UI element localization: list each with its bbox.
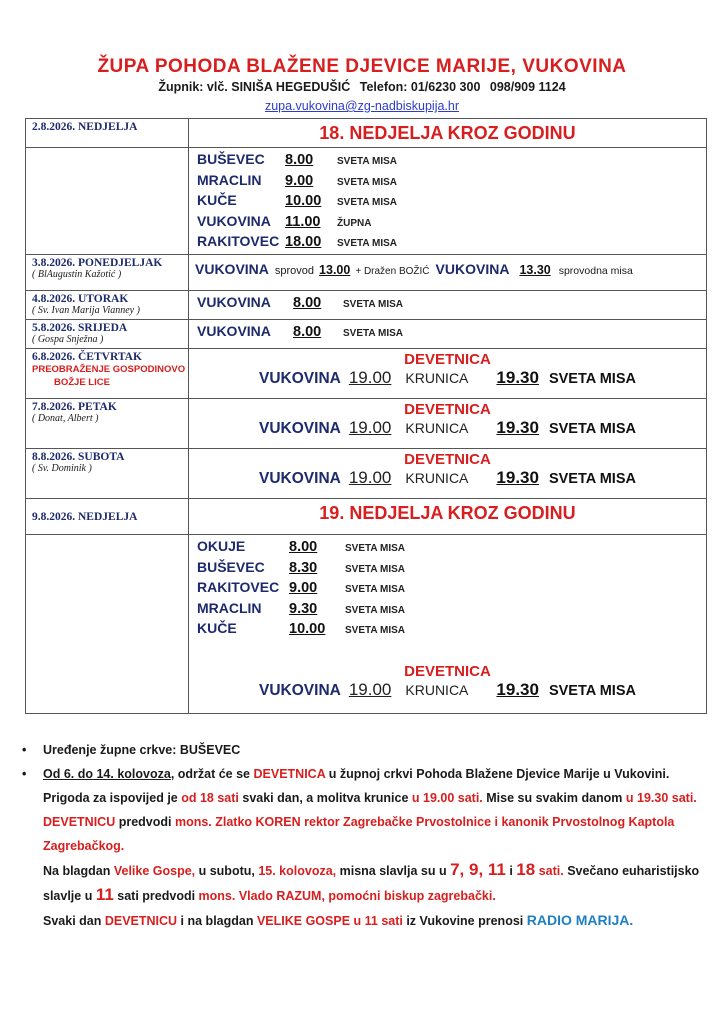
mass-label: SVETA MISA	[548, 421, 636, 437]
mass-time: 8.30	[289, 559, 318, 576]
day-date: 8.8.2026. SUBOTA	[32, 451, 125, 463]
novena-place: VUKOVINA	[259, 420, 341, 437]
text-red: Velike Gospe,	[113, 864, 196, 878]
monday-line	[189, 255, 707, 291]
mass-place: OKUJE	[197, 538, 246, 554]
email-link[interactable]: zupa.vukovina@zg-nadbiskupija.hr	[264, 99, 460, 113]
mass-place: BUŠEVEC	[197, 558, 265, 575]
mass-times: 18	[516, 860, 536, 879]
assumption-note	[22, 858, 712, 908]
text: u župnoj crkvi Pohoda Blažene Djevice Marije u Vukovini. Prigoda za ispovijed je	[43, 767, 670, 805]
radio-name: RADIO MARIJA.	[526, 912, 634, 928]
text: svaki dan, a molitva krunice	[238, 791, 412, 805]
rosary-label: KRUNICA	[405, 681, 469, 698]
mass-time: 8.00	[285, 152, 314, 168]
rosary-time: 19.00	[348, 679, 392, 699]
mass-label: SVETA MISA	[548, 371, 636, 387]
mass-place: RAKITOVEC	[197, 579, 280, 595]
novena-row	[189, 368, 706, 388]
mobile-number: 098/909 1124	[489, 80, 566, 94]
novena-label: DEVETNICA	[404, 401, 491, 418]
mass-place: VUKOVINA	[197, 212, 271, 229]
date-cell	[26, 119, 189, 148]
announcement-item	[22, 738, 712, 762]
date-cell	[26, 449, 189, 499]
mass-label: SVETA MISA	[337, 197, 398, 208]
contact-line	[0, 80, 724, 94]
novena-cell	[189, 399, 707, 449]
saint-name: ( Sv. Dominik )	[32, 463, 92, 474]
text-red: u 11 sati	[350, 914, 403, 928]
mass-time: 9.30	[289, 600, 318, 617]
bullet-icon: •	[22, 743, 27, 757]
place: VUKOVINA	[435, 261, 510, 277]
mass-label: SVETA MISA	[337, 156, 398, 167]
date-cell	[26, 320, 189, 349]
mass-cell	[189, 291, 707, 320]
day-date: 5.8.2026. SRIJEDA	[32, 322, 128, 334]
bullet-icon: •	[22, 767, 27, 781]
announcements	[22, 738, 712, 933]
text-red: mons. Vlado RAZUM, pomoćni biskup zagrebački.	[198, 889, 496, 903]
mass-label: ŽUPNA	[337, 217, 372, 229]
feast-name: PREOBRAŽENJE GOSPODINOVO	[32, 364, 186, 375]
mass-row	[189, 320, 706, 344]
radio-note	[22, 908, 712, 933]
date-cell	[26, 399, 189, 449]
novena-place: VUKOVINA	[259, 681, 341, 699]
mass-time: 10.00	[285, 193, 322, 209]
text-red: sati.	[535, 864, 564, 878]
text: Na blagdan	[43, 864, 114, 878]
mass-row	[189, 213, 706, 234]
date-cell	[26, 499, 189, 535]
mass-time: 10.00	[289, 621, 326, 637]
mass-row	[189, 172, 706, 193]
deceased-name: + Dražen BOŽIĆ	[355, 266, 430, 277]
saint-name: ( Sv. Ivan Marija Vianney )	[32, 305, 140, 316]
mass-row	[189, 538, 706, 559]
novena-cell	[189, 349, 707, 399]
mass-row	[189, 291, 706, 315]
sunday-title: 18. NEDJELJA KROZ GODINU	[319, 123, 576, 143]
text: Svečano euharistijsko slavlje u	[43, 864, 700, 903]
novena-place: VUKOVINA	[259, 370, 341, 387]
mass-time: 8.00	[289, 539, 318, 555]
novena-note	[22, 762, 712, 858]
text-red: DEVETNICU	[104, 914, 178, 928]
rosary-time: 19.00	[348, 368, 392, 387]
empty-cell	[26, 148, 189, 255]
rosary-time: 19.00	[348, 468, 392, 487]
text-red: 15. kolovoza,	[258, 864, 337, 878]
date-cell	[26, 255, 189, 291]
text: iz Vukovine prenosi	[402, 914, 527, 928]
saint-name: ( Gospa Snježna )	[32, 334, 104, 345]
text-red: DEVETNICU	[43, 815, 116, 829]
date-cell	[26, 349, 189, 399]
text: i na blagdan	[177, 914, 257, 928]
day-date: 2.8.2026. NEDJELJA	[32, 121, 138, 133]
mass-place: MRACLIN	[197, 599, 262, 616]
mass-time: 19.30	[496, 679, 539, 699]
parish-title: ŽUPA POHODA BLAŽENE DJEVICE MARIJE, VUKOVINA	[97, 56, 627, 77]
text: misna slavlja su u	[336, 864, 451, 878]
mass-place: VUKOVINA	[197, 294, 271, 310]
time: 13.30	[519, 263, 551, 277]
mass-times: 11	[95, 885, 114, 904]
funeral-text: sprovod	[274, 265, 315, 277]
saint-name: ( BlAugustin Kažotić )	[32, 269, 122, 280]
mass-place: VUKOVINA	[197, 323, 271, 339]
text: Svaki dan	[43, 914, 105, 928]
funeral-mass-text: sprovodna misa	[558, 265, 633, 277]
rosary-label: KRUNICA	[405, 470, 469, 486]
church-cleaning-note: Uređenje župne crkve: BUŠEVEC	[43, 743, 241, 757]
novena-label: DEVETNICA	[404, 662, 491, 680]
text-red: u 19.00 sati.	[411, 791, 483, 805]
day-date: 6.8.2026. ČETVRTAK	[32, 351, 142, 363]
mass-label: SVETA MISA	[345, 543, 406, 554]
text: sati predvodi	[113, 889, 199, 903]
mass-time: 11.00	[285, 213, 321, 230]
mass-row	[189, 579, 706, 600]
sunday-title: 19. NEDJELJA KROZ GODINU	[319, 503, 576, 523]
novena-label: DEVETNICA	[404, 351, 491, 368]
mass-cell	[189, 320, 707, 349]
mass-label: SVETA MISA	[345, 604, 406, 616]
mass-row	[189, 151, 706, 172]
pastor-name: Župnik: vlč. SINIŠA HEGEDUŠIĆ	[158, 80, 351, 94]
mass-row	[189, 559, 706, 580]
novena-row	[189, 418, 706, 438]
day-date: 7.8.2026. PETAK	[32, 401, 117, 413]
text: i	[505, 864, 517, 878]
phone-number: Telefon: 01/6230 300	[359, 80, 481, 94]
mass-time: 19.30	[496, 368, 539, 387]
mass-label: SVETA MISA	[343, 328, 404, 339]
novena-row	[189, 680, 706, 700]
saint-name: ( Donat, Albert )	[32, 413, 99, 424]
mass-label: SVETA MISA	[343, 299, 404, 310]
text: , održat će se	[170, 767, 254, 781]
mass-time: 8.00	[293, 324, 322, 340]
text-red: u 19.30 sati.	[625, 791, 697, 805]
schedule-table	[25, 118, 707, 714]
mass-label: SVETA MISA	[345, 625, 406, 636]
date-cell	[26, 291, 189, 320]
mass-times: 7, 9, 11	[450, 860, 506, 879]
announcement-item	[22, 762, 712, 933]
mass-place: KUČE	[197, 192, 237, 208]
day-date: 4.8.2026. UTORAK	[32, 293, 129, 305]
day-date: 3.8.2026. PONEDJELJAK	[32, 257, 163, 269]
rosary-label: KRUNICA	[405, 420, 469, 436]
text: predvodi	[115, 815, 175, 829]
mass-place: BUŠEVEC	[197, 151, 265, 167]
sunday-title-cell	[189, 499, 707, 535]
mass-time: 19.30	[496, 418, 539, 437]
mass-label: SVETA MISA	[548, 471, 636, 487]
mass-time: 9.00	[285, 172, 314, 189]
time: 13.00	[319, 263, 351, 277]
mass-time: 8.00	[293, 295, 322, 311]
place: VUKOVINA	[195, 261, 269, 277]
novena-row	[189, 468, 706, 488]
mass-place: KUČE	[197, 620, 237, 636]
mass-row	[189, 192, 706, 213]
mass-list	[189, 148, 707, 255]
sunday-title-cell	[189, 119, 707, 148]
text-red: mons. Zlatko KOREN rektor Zagrebačke Prvostolnice i kanonik Prvostolnog Kaptola Zagrebačkog.	[43, 815, 675, 853]
novena-cell	[189, 449, 707, 499]
mass-label: SVETA MISA	[548, 682, 636, 699]
mass-label: SVETA MISA	[337, 238, 398, 249]
rosary-time: 19.00	[348, 418, 392, 437]
mass-row	[189, 600, 706, 621]
feast-name: BOŽJE LICE	[54, 377, 110, 388]
text-red: od 18 sati	[181, 791, 239, 805]
mass-place: RAKITOVEC	[197, 233, 280, 249]
text-red: DEVETNICA	[253, 767, 326, 781]
text-red: VELIKE GOSPE	[256, 914, 351, 928]
mass-time: 18.00	[285, 234, 322, 250]
text: u subotu,	[195, 864, 259, 878]
mass-time: 9.00	[289, 580, 318, 596]
mass-label: SVETA MISA	[345, 563, 406, 575]
mass-place: MRACLIN	[197, 171, 262, 188]
mass-row	[189, 620, 706, 641]
novena-dates: Od 6. do 14. kolovoza	[43, 767, 171, 781]
rosary-label: KRUNICA	[405, 370, 469, 386]
day-date: 9.8.2026. NEDJELJA	[32, 511, 138, 523]
mass-label: SVETA MISA	[337, 176, 398, 188]
empty-cell	[26, 535, 189, 714]
text: Mise su svakim danom	[482, 791, 626, 805]
novena-place: VUKOVINA	[259, 470, 341, 487]
mass-time: 19.30	[496, 468, 539, 487]
mass-label: SVETA MISA	[345, 584, 406, 595]
novena-label: DEVETNICA	[404, 451, 491, 468]
mass-list	[189, 535, 707, 714]
mass-row	[189, 233, 706, 254]
